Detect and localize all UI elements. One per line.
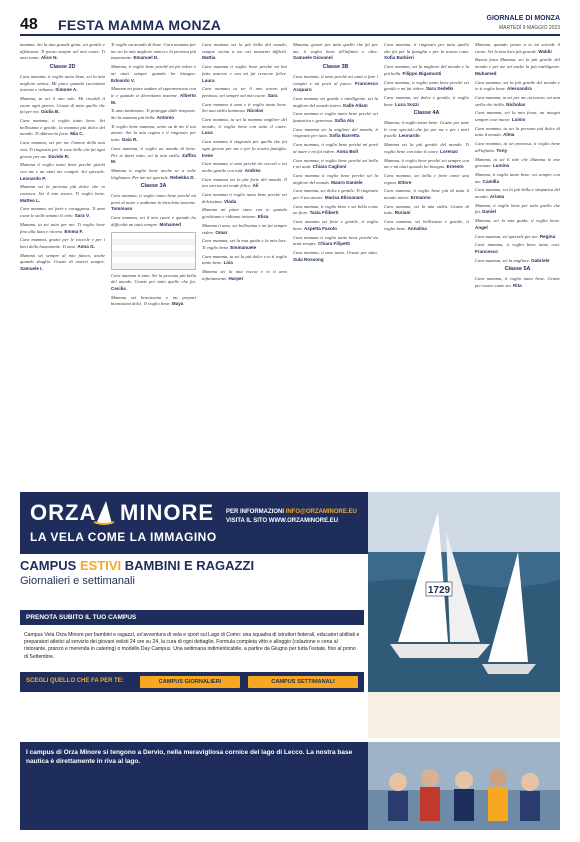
message-paragraph: [384, 42, 469, 62]
message-signature: Anna Boll: [336, 148, 358, 154]
message-paragraph: [384, 219, 469, 232]
message-text: Cara mamma, sei la più bella e simpatica del mondo.: [475, 187, 560, 200]
message-paragraph: [475, 172, 560, 185]
message-paragraph: [475, 126, 560, 139]
message-text: Mamma, tu sei tutto per me. Ti voglio bene fino alla luna e ritorno.: [20, 221, 105, 234]
message-signature: Rita: [512, 282, 522, 288]
website-line: [226, 517, 366, 526]
ad-footer-band: [20, 742, 560, 830]
message-signature: Luca: [202, 130, 213, 136]
message-paragraph: [202, 161, 287, 174]
message-text: Mamma, ti voglio bene perché mi fai ridere e mi aiuti sempre quando ho bisogno.: [111, 64, 196, 76]
kids-group-photo: [368, 742, 560, 830]
choose-label: SCEGLI QUELLO CHE FA PER TE:: [26, 678, 124, 684]
choose-bar: [20, 672, 364, 692]
message-signature: Samuele Giovanni: [293, 55, 333, 61]
message-text: Cara mamma, ti amo tanto. Grazie per tutto.: [293, 249, 378, 255]
location-text: I campus di Orza Minore si tengono a Dervio, nella meravigliosa cornice del lago di Lecco. La nostra base nautica è direttamente in riva al lago.: [26, 749, 353, 765]
message-paragraph: [475, 203, 560, 216]
message-text: Cara mamma, sei dolce e gentile, ti voglio bene.: [384, 94, 469, 107]
message-text: Mamma mi piace andare al supermercato con te e quando ci divertiamo insieme.: [111, 86, 196, 98]
message-paragraph: [384, 120, 469, 140]
message-paragraph: [384, 158, 469, 171]
weekly-campus-button[interactable]: CAMPUS SETTIMANALI: [248, 676, 358, 688]
message-text: Cara mamma ti voglio tanto bene perché sei fantastica e generosa.: [293, 111, 378, 124]
message-signature: Vlada: [223, 198, 237, 204]
message-signature: Cecilia: [111, 285, 126, 291]
message-signature: Laura: [202, 77, 215, 83]
message-signature: Zaffira M.: [111, 152, 196, 165]
message-signature: Davide R.: [48, 153, 70, 159]
column-5: [384, 42, 469, 488]
message-text: Cara mamma sei la più bella del mondo, sempre vicina a me nei momenti difficili.: [202, 42, 287, 54]
message-signature: Ermanno: [410, 195, 431, 201]
message-text: Cara mamma, ti voglio tanto bene. Grazie per essere come sei.: [475, 276, 560, 288]
column-1: [20, 42, 105, 488]
message-signature: Filippo Bigamonti: [402, 70, 442, 76]
class-heading: Classe 2D: [49, 64, 76, 71]
message-signature: Leonardo P.: [20, 175, 46, 181]
message-text: Ti voglio un mondo di bene. Cara mamma per me sei la mia migliore amica e la persona più importante.: [111, 42, 196, 61]
message-text: Mamma, grazie per tutto quello che fai per me, ti voglio bene all'infinito e oltre.: [293, 42, 378, 54]
message-text: Cara mamma, tu sei la mamma migliore del mondo, ti voglio bene con tutto il cuore.: [202, 117, 287, 129]
message-paragraph: [111, 168, 196, 181]
message-paragraph: [202, 254, 287, 267]
message-paragraph: [384, 80, 469, 93]
message-paragraph: [202, 86, 287, 99]
message-paragraph: [475, 42, 560, 55]
message-text: Cara mamma, sei la mia stella. Grazie di tutto.: [384, 203, 469, 216]
message-paragraph: [111, 295, 196, 308]
message-signature: Alice N.: [40, 55, 58, 61]
message-text: Cara mamma, ti voglio bene e sei bella come un fiore.: [293, 203, 378, 216]
message-signature: Sula Rossong: [293, 256, 324, 262]
campus-description: Campus Vela Orza Minore per bambini e ragazzi, un'avventura di vela e sport sul Lago di Como: una squadra di istruttori federali, educatori abilitati e preparatori atletici al servizio dei giovani velisti 24 ore su 24, la cura di ogni dettaglio. Formula completa vitto e alloggio (colazione e cena al ristorante, pranzo e merenda in catering) o modello Day Campus. Una settimana indimenticabile, a partire da Giugno per tutta l'estate, fino al primo di Settembre.: [24, 632, 360, 660]
message-text: Mamma mi piace stare con te quando giochiamo e ridiamo insieme.: [202, 207, 287, 220]
message-text: Mamma, tu sei il mio sole. Mi riscaldi il cuore ogni giorno. Grazie di tutto quello che fai per me.: [20, 95, 105, 115]
message-paragraph: [111, 42, 196, 62]
message-signature: Regina: [539, 233, 556, 239]
message-paragraph: [475, 187, 560, 200]
message-signature: Elisa: [257, 214, 269, 220]
message-signature: Simone A.: [55, 87, 78, 93]
message-paragraph: [475, 218, 560, 231]
message-paragraph: [111, 273, 196, 293]
message-text: Cara mamma sei gentile e intelligente, sei la migliore del mondo intero.: [293, 95, 378, 108]
message-paragraph: [202, 139, 287, 159]
message-paragraph: [20, 162, 105, 182]
message-signature: Maya: [171, 301, 184, 307]
message-text: Cara mamma, ti voglio un mondo di bene. Per te darei tutto, sei la mia stella.: [111, 145, 196, 158]
message-text: Cara mamma, ti amo perché mi aiuti a fare i compiti e mi porti al parco.: [293, 73, 378, 86]
message-text: Mamma ti amo, sei bellissima e mi fai sempre ridere.: [202, 222, 287, 235]
message-text: Mamma ti voglio tanto bene perché giochi con me e mi aiuti nei compiti. Sei speciale.: [20, 162, 105, 174]
message-signature: Sara Sedelki: [425, 86, 454, 92]
message-signature: Ali: [252, 183, 259, 189]
column-3: [202, 42, 287, 488]
message-text: Mamma ti voglio bene anche se a volte litighiamo. Per me sei speciale.: [111, 167, 196, 180]
message-text: Cara mamma, tu sei per me un tesoro, sei una stella che brilla.: [475, 94, 560, 107]
message-paragraph: [202, 117, 287, 137]
message-signature: Francesco: [475, 248, 498, 254]
message-signature: Kalle Allam: [343, 102, 368, 108]
message-text: Cara mamma ti amo. Sei la persona più bella del mondo. Grazie per tutto quello che fai.: [111, 272, 196, 285]
message-text: Buona festa Mamma, sei la più gentile del mondo e per me sei anche la più intelligente.: [475, 57, 560, 70]
message-paragraph: [293, 42, 378, 62]
message-signature: Tazia Filiberti: [309, 210, 339, 216]
message-paragraph: [475, 234, 560, 241]
email-line: [226, 508, 366, 517]
message-paragraph: [202, 42, 287, 62]
column-2: [111, 42, 196, 488]
orza-minore-advertisement: [20, 492, 560, 832]
message-text: Mamma, sei la mia guida, ti voglio bene.: [475, 218, 560, 224]
message-signature: Mohamed: [159, 221, 181, 227]
message-paragraph: [293, 142, 378, 155]
message-signature: Lumina: [492, 163, 510, 169]
message-text: Cara mamma ti voglio bene perché sei la migliore del mondo.: [293, 172, 378, 185]
messages-columns: [20, 42, 560, 488]
column-4: [293, 42, 378, 488]
message-text: Cara mamma sei la più forte del mondo. Il tuo sorriso mi rende felice.: [202, 176, 287, 189]
message-text: Cara mamma, sei la più gentile del mondo e io ti voglio bene.: [475, 79, 560, 92]
daily-campus-button[interactable]: CAMPUS GIORNALIERI: [140, 676, 240, 688]
message-text: Cara mamma, sei speciale per me.: [475, 233, 539, 239]
message-text: Mamma, ti voglio bene per tutto quello che fai.: [475, 202, 560, 215]
message-signature: Ruriani: [394, 210, 411, 216]
message-text: Cara mamma, sei bellissima e gentile, ti voglio bene.: [384, 219, 469, 231]
contact-info: [226, 508, 366, 526]
message-text: Mamma, tu sei il sole che illumina le mie giornate.: [475, 156, 560, 169]
message-signature: Daniel: [482, 209, 496, 215]
message-text: Cara mamma, sei la migliore del mondo e la più bella.: [384, 64, 469, 76]
message-text: Cara mamma, ti amo perché mi coccoli e sei molto gentile con tutti.: [202, 161, 287, 173]
message-paragraph: [111, 108, 196, 121]
message-paragraph: [202, 177, 287, 190]
class-heading: Classe 3A: [140, 183, 167, 190]
message-paragraph: [293, 158, 378, 171]
message-signature: Angel: [475, 224, 488, 230]
contact-email[interactable]: INFO@ORZAMINORE.EU: [285, 509, 357, 515]
title-word-3: BAMBINI E RAGAZZI: [124, 558, 255, 573]
logo-tagline: LA VELA COME LA IMMAGINO: [30, 530, 217, 544]
message-paragraph: [293, 111, 378, 124]
sail-logo-icon: [92, 498, 116, 526]
message-signature: Andrea: [244, 167, 261, 173]
message-signature: Sara V.: [74, 213, 90, 219]
message-paragraph: [384, 204, 469, 217]
publication-date: MARTEDÌ 9 MAGGIO 2023: [498, 25, 560, 31]
message-text: Ti voglio bene mamma, sento su di me il tuo amore. Sei la mia regina e ti ringrazio per tutto.: [111, 123, 196, 143]
message-paragraph: [293, 204, 378, 217]
message-signature: Luisio: [511, 117, 526, 123]
message-text: Mamma sei la mia roccia e io ti amo infinitamente.: [202, 269, 287, 281]
message-signature: Nicholas: [506, 101, 526, 107]
message-signature: Chiara Filipetti: [317, 241, 350, 247]
message-text: Cara mamma tu sei il mio tesoro più prezioso, sei sempre nel mio cuore.: [202, 86, 287, 98]
message-paragraph: [20, 96, 105, 116]
message-paragraph: [111, 215, 196, 228]
message-signature: Giulia B.: [40, 109, 60, 115]
message-signature: Omar: [215, 229, 228, 235]
message-text: Cara mamma, ti ringrazio per tutto quello che fai per la famiglia e per la nostra casa.: [384, 42, 469, 54]
message-paragraph: [475, 157, 560, 170]
message-text: Cara mamma ti ringrazio per quello che fai ogni giorno per me e per la nostra famiglia.: [202, 139, 287, 151]
message-signature: Harper: [228, 275, 244, 281]
site-label: VISITA IL SITO: [226, 518, 268, 524]
page-number: 48: [20, 16, 38, 33]
message-paragraph: [20, 42, 105, 62]
logo-word-left: ORZA: [30, 500, 97, 525]
handwritten-note-image: [111, 232, 196, 270]
message-paragraph: [20, 74, 105, 94]
message-signature: Irene: [202, 152, 213, 158]
message-signature: Sara: [267, 92, 278, 98]
message-text: Cara mamma, ti voglio bene tanto così.: [475, 242, 560, 248]
message-signature: Ettore: [398, 179, 412, 185]
message-paragraph: [202, 64, 287, 84]
message-signature: Tommaso: [111, 206, 133, 212]
message-signature: Gaia R.: [121, 137, 138, 143]
message-signature: Mattia: [202, 55, 216, 61]
message-paragraph: [20, 206, 105, 219]
message-paragraph: [293, 173, 378, 186]
message-paragraph: [111, 193, 196, 213]
message-signature: Aspetta Fasolo: [303, 225, 337, 231]
message-signature: Rebekka D.: [170, 174, 195, 180]
message-paragraph: [293, 235, 378, 248]
message-signature: Alma: [503, 132, 515, 138]
message-signature: Leonardo: [398, 133, 420, 139]
message-text: Cara mamma, tu sei preziosa, ti voglio bene all'infinito.: [475, 141, 560, 153]
message-signature: Alessandra: [507, 86, 532, 92]
message-signature: Emanuel D.: [133, 55, 159, 61]
message-paragraph: [384, 173, 469, 186]
message-signature: Ernesto: [446, 164, 464, 170]
message-text: Cara mamma ti voglio bene perché mi hai fatto nascere e ora mi fai crescere felice.: [202, 64, 287, 76]
message-paragraph: [111, 124, 196, 144]
sail-number: 1729: [427, 585, 451, 596]
message-paragraph: [20, 222, 105, 235]
campus-subtitle: Giornalieri e settimanali: [20, 575, 135, 587]
message-text: Cara mamma, sei la mia forza, mi insegni sempre cose nuove.: [475, 110, 560, 123]
message-text: Mamma, ti voglio tanto bene. Grazie per tutte le cose speciali che fai per me e per i miei fratelli.: [384, 120, 469, 139]
message-paragraph: [384, 95, 469, 108]
message-text: Mamma sei la più gentile del mondo. Ti voglio bene con tutto il cuore.: [384, 142, 469, 154]
message-paragraph: [475, 242, 560, 255]
message-signature: Alberto M.: [111, 92, 196, 105]
message-paragraph: [293, 219, 378, 232]
message-signature: Emmanuele: [230, 244, 257, 250]
message-paragraph: [20, 140, 105, 160]
message-paragraph: [384, 64, 469, 77]
message-signature: Camilla: [482, 178, 500, 184]
message-text: Cara mamma ti amo e ti voglio tanto bene. Sei una stella luminosa.: [202, 101, 287, 114]
message-signature: Sofia Barbieri: [384, 55, 414, 61]
message-paragraph: [202, 238, 287, 251]
message-text: Cara mamma, sei la migliore.: [475, 257, 530, 263]
message-text: Cara mamma, ti voglio tanto bene. Sei bellissima e gentile, la mamma più dolce del mondo. Ti abbraccio forte.: [20, 118, 105, 137]
message-signature: Edoardo V.: [111, 77, 135, 83]
message-paragraph: [293, 188, 378, 201]
message-text: Mamma sei bravissima e mi prepari buonissimi dolci. Ti voglio bene.: [111, 294, 196, 307]
message-signature: Mauro Daniele: [331, 179, 363, 185]
message-paragraph: [202, 207, 287, 220]
message-text: Cara mamma, sei dolce e gentile. Ti ringrazio per il tuo amore.: [293, 188, 378, 201]
message-text: Cara mamma, ti voglio bene perché mi porti al mare e mi fai ridere.: [293, 142, 378, 154]
message-text: Cara mamma ti voglio tanto bene perché mi aiuti sempre.: [293, 234, 378, 247]
message-signature: Nicolas: [247, 108, 264, 114]
page-header: [20, 14, 560, 36]
message-text: Cara mamma sei la migliore del mondo, ti ringrazio per tutto.: [293, 126, 378, 139]
message-signature: Antonio: [156, 115, 175, 121]
message-signature: Francesco Acquaro: [293, 80, 378, 93]
message-signature: Sofia Barretta: [329, 133, 360, 139]
message-text: Cara mamma, ti voglio bene più di tutto il mondo intero.: [384, 188, 469, 201]
message-paragraph: [20, 237, 105, 250]
message-text: Mamma sei sempre al mio fianco, anche quando sbaglio. Grazie di esserci sempre.: [20, 252, 105, 265]
message-paragraph: [384, 142, 469, 155]
message-signature: Matteo L.: [20, 197, 41, 203]
message-paragraph: [475, 258, 560, 265]
message-signature: Anna G.: [77, 243, 95, 249]
message-paragraph: [475, 57, 560, 77]
column-6: [475, 42, 560, 488]
message-text: Mamma, ti voglio tanto bene, sei sempre con me.: [475, 171, 560, 184]
message-text: Ti amo tantissimo. Ti proteggo dalle tempeste. Sei la mamma più bella.: [111, 108, 196, 121]
message-signature: Marisa Elissanani: [324, 195, 364, 201]
message-text: Cara mamma, sei forte e coraggiosa. Ti amo come le stelle amano il cielo.: [20, 206, 105, 219]
title-word-2: ESTIVI: [79, 558, 122, 573]
message-text: Cara mamma, sei la mia guida e la mia luce. Ti voglio bene.: [202, 238, 287, 250]
message-text: Mamma, quando penso a te mi sorride il cuore. Sei la mia luce più grande.: [475, 42, 560, 54]
message-signature: Muhamed: [475, 70, 497, 76]
message-paragraph: [20, 184, 105, 204]
message-signature: Annalisa: [407, 225, 427, 231]
message-signature: Lisa: [223, 260, 233, 266]
message-signature: Ariana: [489, 194, 505, 200]
message-paragraph: [475, 110, 560, 123]
message-paragraph: [384, 188, 469, 201]
message-paragraph: [293, 250, 378, 263]
message-signature: Chiara Caglioni: [312, 164, 347, 170]
message-paragraph: [293, 127, 378, 140]
class-heading: Classe 4A: [413, 110, 440, 117]
message-paragraph: [475, 80, 560, 93]
info-label: PER INFORMAZIONI: [226, 509, 284, 515]
message-paragraph: [111, 64, 196, 84]
sailing-photo: [368, 492, 560, 738]
message-signature: Emma F.: [64, 228, 84, 234]
message-text: Cara mamma, tu sei la persona più dolce di tutto il mondo.: [475, 125, 560, 138]
publication-name: GIORNALE DI MONZA: [486, 15, 560, 22]
message-signature: Waldir: [538, 48, 553, 54]
title-word-1: CAMPUS: [20, 558, 77, 573]
message-text: mamma. Sei la mia grande gioia, sei gentile e affettuosa. Ti penso sempre nel mio cuore. Ti amo tanto.: [20, 42, 105, 61]
message-text: Cara mamma, grazie per le coccole e per i baci della buonanotte. Ti amo.: [20, 237, 105, 249]
message-paragraph: [293, 96, 378, 109]
class-heading: Classe 3B: [322, 64, 349, 71]
message-text: Cara mamma, ti voglio tanto bene perché sei gentile e mi fai ridere.: [384, 79, 469, 92]
message-text: Cara mamma ti voglio tanto bene perché sei dolcissima.: [202, 192, 287, 204]
message-paragraph: [20, 118, 105, 138]
message-text: Cara mamma, ti voglio tanto bene perché mi porti al mare e andiamo in bicicletta insieme.: [111, 193, 196, 205]
message-text: Cara mamma, tu sei la più dolce e io ti voglio tanto bene.: [202, 253, 287, 266]
message-paragraph: [293, 74, 378, 94]
message-signature: Tony: [496, 147, 508, 153]
message-paragraph: [202, 102, 287, 115]
message-text: Mamma sei la persona più dolce che io conosca. Sei il mio tesoro. Ti voglio bene.: [20, 184, 105, 197]
message-text: Cara mamma sei forte e gentile, ti voglio bene.: [293, 219, 378, 231]
message-paragraph: [475, 95, 560, 108]
campus-title: [20, 558, 364, 573]
class-heading: Classe 5A: [504, 266, 531, 273]
message-text: Cara mamma, sei per me l'amore della mia vita. Ti ringrazio per le cose belle che fai ogni giorno per me.: [20, 140, 105, 159]
message-signature: Luca Sozzi: [394, 101, 419, 107]
message-paragraph: [475, 141, 560, 154]
message-signature: Samuele I.: [20, 266, 43, 272]
message-signature: Gabriele: [531, 257, 550, 263]
message-paragraph: [475, 276, 560, 289]
section-title: FESTA MAMMA MONZA: [58, 17, 222, 33]
message-paragraph: [111, 146, 196, 166]
message-text: Cara mamma, sei bella e forte come una regina.: [384, 172, 469, 185]
message-signature: Mia C.: [70, 131, 84, 137]
message-signature: Lorenzo: [440, 148, 458, 154]
message-paragraph: [111, 86, 196, 106]
message-paragraph: [20, 253, 105, 273]
message-signature: Sofia Ala: [334, 118, 354, 124]
message-paragraph: [202, 192, 287, 205]
message-paragraph: [202, 223, 287, 236]
booking-banner: PRENOTA SUBITO IL TUO CAMPUS: [20, 610, 364, 625]
logo-word-right: MINORE: [120, 500, 214, 525]
message-paragraph: [202, 269, 287, 282]
message-text: Cara mamma, ti voglio tanto bene, sei la mia migliore amica. Mi piace quando cuciniamo insieme e ridiamo.: [20, 73, 105, 93]
message-text: Mamma, ti voglio bene perché sei sempre con me e mi aiuti quando ho bisogno.: [384, 157, 469, 170]
message-text: Cara mamma, ti voglio bene perché sei bella e mi aiuti.: [293, 157, 378, 170]
website-link[interactable]: WWW.ORZAMINORE.EU: [268, 518, 339, 524]
message-text: Cara mamma, sei il mio cuore e quando ho difficoltà mi aiuti sempre.: [111, 215, 196, 227]
